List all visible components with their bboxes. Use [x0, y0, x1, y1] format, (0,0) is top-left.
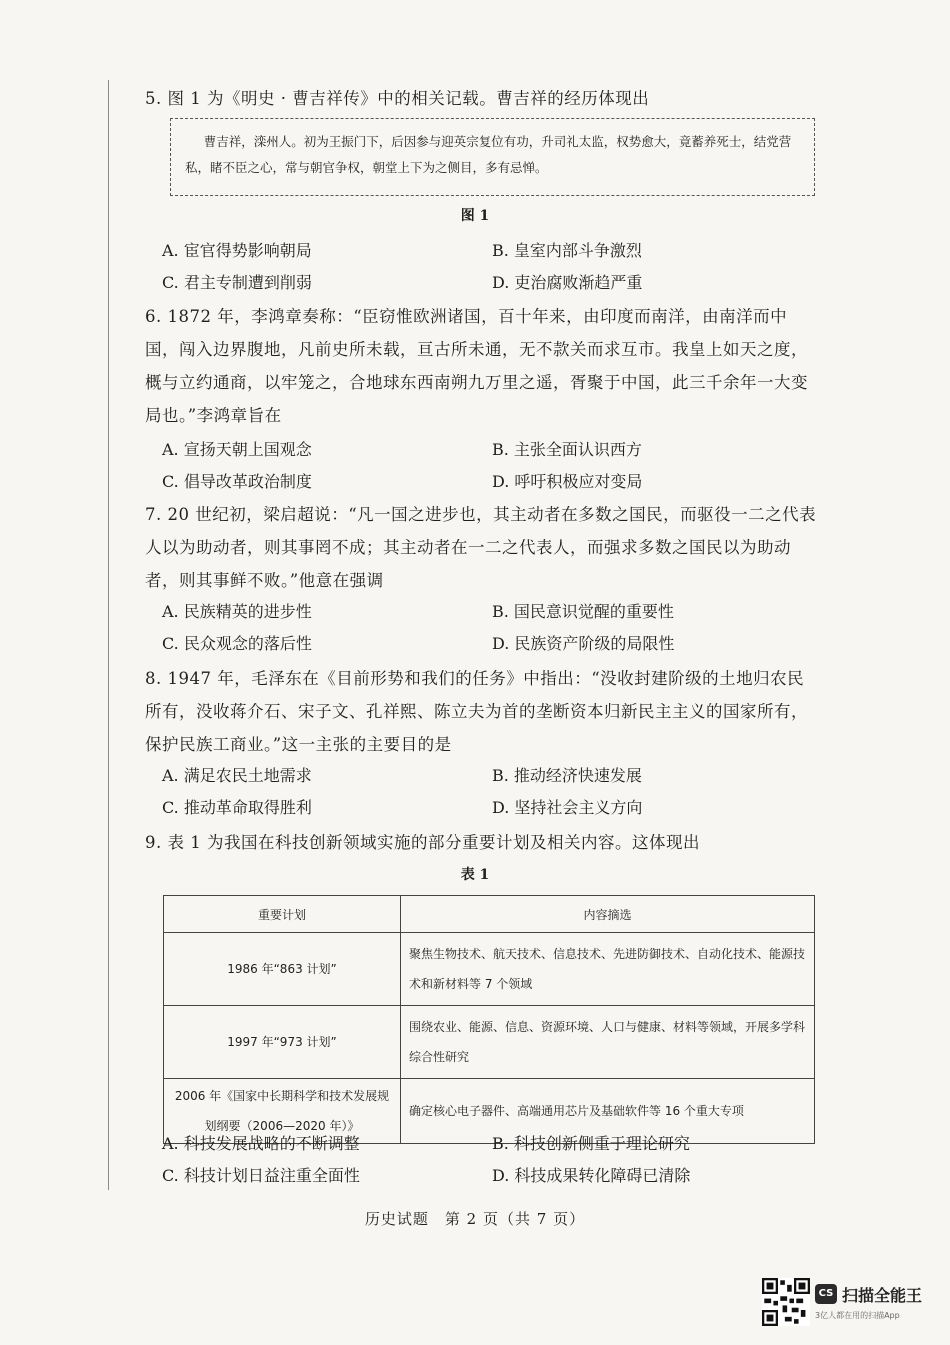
- q8-option-b[interactable]: B. 推动经济快速发展: [492, 766, 642, 785]
- q9-option-b[interactable]: B. 科技创新侧重于理论研究: [492, 1134, 690, 1153]
- q9-option-c[interactable]: C. 科技计划日益注重全面性: [162, 1166, 360, 1185]
- table-1: [163, 895, 815, 1144]
- question-7-stem: 7. 20 世纪初，梁启超说：“凡一国之进步也，其主动者在多数之国民，而驱役一二之代表人以为助动者，则其事罔不成；其主动者在一二之代表人，而强求多数之国民以为助动者，则其事鲜不败。”他意在强调: [145, 505, 817, 590]
- question-8-options: [162, 760, 822, 824]
- q5-option-c[interactable]: C. 君主专制遭到削弱: [162, 273, 312, 292]
- q7-option-a[interactable]: A. 民族精英的进步性: [162, 602, 312, 621]
- scanner-app-name: 扫描全能王: [842, 1286, 923, 1305]
- question-5-stem: 5. 图 1 为《明史 · 曹吉祥传》中的相关记载。曹吉祥的经历体现出: [145, 89, 650, 108]
- q6-option-b[interactable]: B. 主张全面认识西方: [492, 440, 642, 459]
- qr-code-icon: [762, 1278, 810, 1326]
- table-cell-plan: 1997 年“973 计划”: [164, 1006, 401, 1079]
- table-cell-content: 确定核心电子器件、高端通用芯片及基础软件等 16 个重大专项: [401, 1079, 815, 1144]
- table-cell-plan: 2006 年《国家中长期科学和技术发展规划纲要（2006—2020 年）》: [164, 1079, 401, 1144]
- scanner-tagline: 3亿人都在用的扫描App: [815, 1311, 900, 1320]
- question-7-options: [162, 596, 822, 660]
- q8-option-a[interactable]: A. 满足农民土地需求: [162, 766, 312, 785]
- q8-option-c[interactable]: C. 推动革命取得胜利: [162, 798, 312, 817]
- figure-1-quote: 曹吉祥，滦州人。初为王振门下，后因参与迎英宗复位有功，升司礼太监，权势愈大，竟蓄养死士，结党营私，睹不臣之心，常与朝官争权，朝堂上下为之侧目，多有忌惮。: [170, 118, 815, 196]
- table-row: [164, 1006, 815, 1079]
- question-6-stem: 6. 1872 年，李鸿章奏称：“臣窃惟欧洲诸国，百十年来，由印度而南洋，由南洋而中国，闯入边界腹地，凡前史所未载，亘古所未通，无不款关而求互市。我皇上如天之度，概与立约通商，以牢笼之，合地球东西南朔九万里之遥，胥聚于中国，此三千余年一大变局也。”李鸿章旨在: [145, 307, 808, 425]
- q5-option-d[interactable]: D. 吏治腐败渐趋严重: [492, 273, 643, 292]
- table-header-content: 内容摘选: [401, 896, 815, 933]
- question-6-options: [162, 434, 822, 498]
- margin-line: [108, 80, 109, 1190]
- table-1-caption: 表 1: [460, 867, 490, 883]
- q8-option-d[interactable]: D. 坚持社会主义方向: [492, 798, 643, 817]
- table-cell-content: 聚焦生物技术、航天技术、信息技术、先进防御技术、自动化技术、能源技术和新材料等 7 个领域: [401, 933, 815, 1006]
- question-5-options: [162, 235, 822, 299]
- table-cell-content: 围绕农业、能源、信息、资源环境、人口与健康、材料等领域，开展多学科综合性研究: [401, 1006, 815, 1079]
- question-9-stem: 9. 表 1 为我国在科技创新领域实施的部分重要计划及相关内容。这体现出: [145, 833, 700, 852]
- page-footer: 历史试题 第 2 页（共 7 页）: [364, 1210, 586, 1228]
- q6-option-c[interactable]: C. 倡导改革政治制度: [162, 472, 312, 491]
- table-header-row: [164, 896, 815, 933]
- camscanner-logo-icon: CS: [815, 1284, 837, 1304]
- q5-option-b[interactable]: B. 皇室内部斗争激烈: [492, 241, 642, 260]
- table-header-plan: 重要计划: [164, 896, 401, 933]
- question-9-options: [162, 1128, 822, 1192]
- q7-option-b[interactable]: B. 国民意识觉醒的重要性: [492, 602, 674, 621]
- table-cell-plan: 1986 年“863 计划”: [164, 933, 401, 1006]
- q7-option-c[interactable]: C. 民众观念的落后性: [162, 634, 312, 653]
- q9-option-d[interactable]: D. 科技成果转化障碍已清除: [492, 1166, 691, 1185]
- q5-option-a[interactable]: A. 宦官得势影响朝局: [162, 241, 312, 260]
- q7-option-d[interactable]: D. 民族资产阶级的局限性: [492, 634, 675, 653]
- q6-option-a[interactable]: A. 宣扬天朝上国观念: [162, 440, 312, 459]
- question-8-stem: 8. 1947 年，毛泽东在《目前形势和我们的任务》中指出：“没收封建阶级的土地归农民所有，没收蒋介石、宋子文、孔祥熙、陈立夫为首的垄断资本归新民主主义的国家所有，保护民族工商业。”这一主张的主要目的是: [145, 669, 808, 754]
- q9-option-a[interactable]: A. 科技发展战略的不断调整: [162, 1134, 360, 1153]
- table-row: [164, 933, 815, 1006]
- figure-1-caption: 图 1: [460, 208, 490, 224]
- q6-option-d[interactable]: D. 呼吁积极应对变局: [492, 472, 643, 491]
